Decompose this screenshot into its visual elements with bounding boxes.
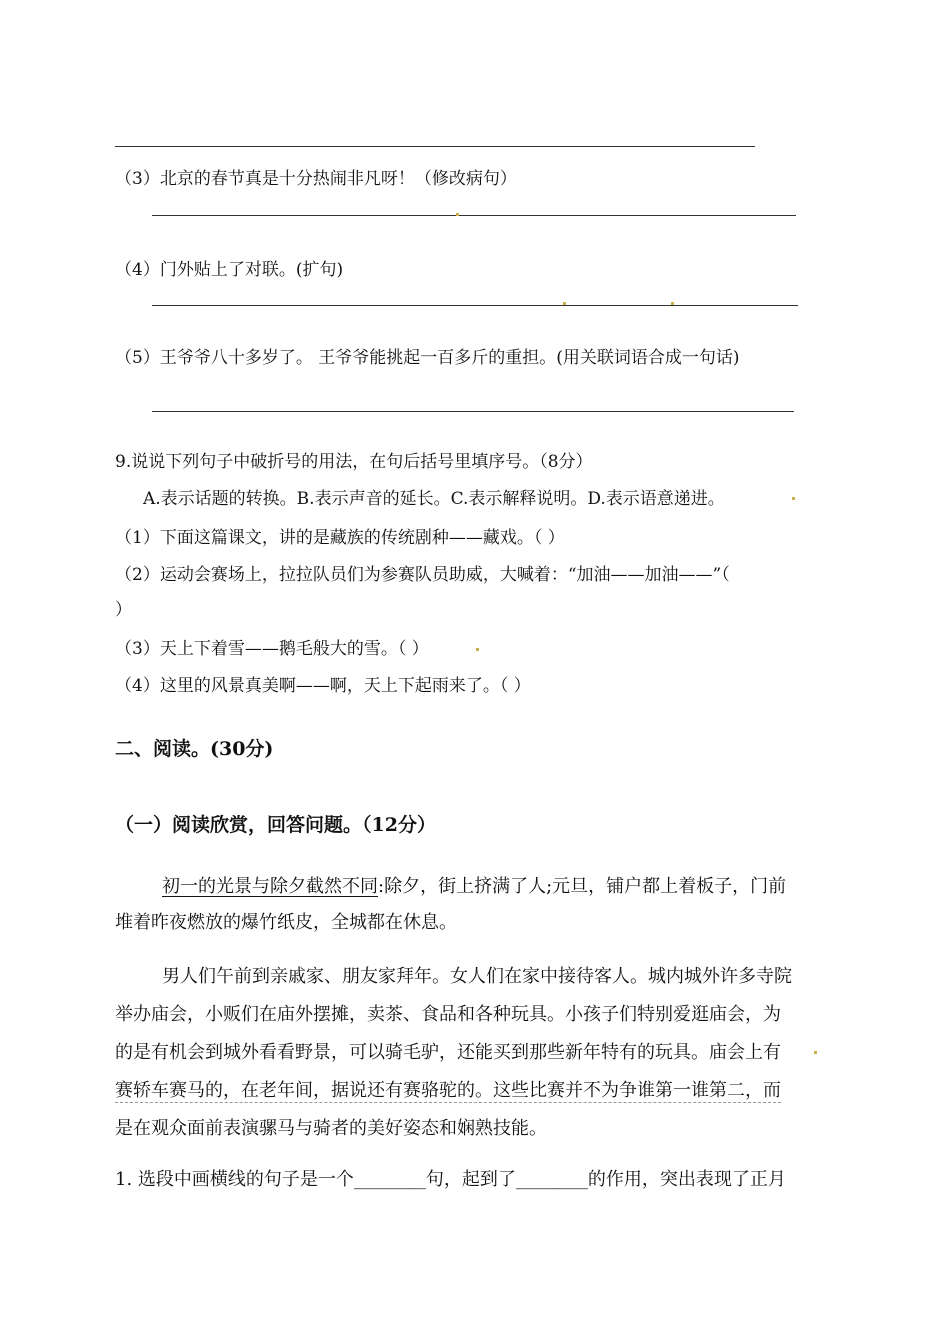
part-1-title: （一）阅读欣赏，回答问题。（12分） xyxy=(115,814,436,836)
marker-dot xyxy=(792,497,795,500)
marker-dot xyxy=(671,302,674,305)
marker-dot xyxy=(476,648,479,651)
q9-title: 9.说说下列句子中破折号的用法，在句后括号里填序号。（8分） xyxy=(115,452,593,472)
passage-p1-line-2: 堆着昨夜燃放的爆竹纸皮，全城都在休息。 xyxy=(115,912,457,933)
passage-p2-line-2: 举办庙会，小贩们在庙外摆摊，卖茶、食品和各种玩具。小孩子们特别爱逛庙会，为 xyxy=(115,1004,781,1025)
passage-p1-rest: :除夕，街上挤满了人;元旦，铺户都上着板子，门前 xyxy=(378,876,787,897)
marker-dot xyxy=(814,1051,817,1054)
passage-p2-line-3: 的是有机会到城外看看野景，可以骑毛驴，还能买到那些新年特有的玩具。庙会上有 xyxy=(115,1042,781,1063)
q9-options: A.表示话题的转换。B.表示声音的延长。C.表示解释说明。D.表示语意递进。 xyxy=(143,489,725,509)
q9-item-1: （1）下面这篇课文，讲的是藏族的传统剧种——藏戏。（ ） xyxy=(115,528,565,548)
passage-p1-line-1 xyxy=(162,872,786,898)
q9-item-2-close: ） xyxy=(115,600,132,620)
marker-dot xyxy=(456,213,459,216)
marker-dot xyxy=(563,302,566,305)
answer-line-item-3[interactable] xyxy=(152,215,796,216)
section-2-title: 二、阅读。(30分) xyxy=(115,738,274,760)
answer-line-item-4[interactable] xyxy=(152,305,798,306)
passage-p2-line-1: 男人们午前到亲戚家、朋友家拜年。女人们在家中接待客人。城内城外许多寺院 xyxy=(162,966,792,987)
answer-line-top xyxy=(115,146,755,147)
passage-p2-line-4: 赛轿车赛马的，在老年间，据说还有赛骆驼的。这些比赛并不为争谁第一谁第二，而 xyxy=(115,1076,781,1103)
q8-item-3: （3）北京的春节真是十分热闹非凡呀！（修改病句） xyxy=(115,169,517,189)
q9-item-2: （2）运动会赛场上，拉拉队员们为参赛队员助威，大喊着：“加油——加油——”（ xyxy=(115,565,730,585)
q9-item-3: （3）天上下着雪——鹅毛般大的雪。（ ） xyxy=(115,639,429,659)
q9-item-4: （4）这里的风景真美啊——啊，天上下起雨来了。（ ） xyxy=(115,676,531,696)
q8-item-5: （5）王爷爷八十多岁了。 王爷爷能挑起一百多斤的重担。(用关联词语合成一句话) xyxy=(115,348,740,368)
question-1: 1. 选段中画横线的句子是一个________句，起到了________的作用，突出表现了正月 xyxy=(115,1169,786,1190)
passage-p2-line-5: 是在观众面前表演骡马与骑者的美好姿态和娴熟技能。 xyxy=(115,1118,547,1139)
q8-item-4: （4）门外贴上了对联。(扩句) xyxy=(115,260,344,280)
underlined-sentence: 初一的光景与除夕截然不同 xyxy=(162,876,378,897)
answer-line-item-5[interactable] xyxy=(152,411,794,412)
